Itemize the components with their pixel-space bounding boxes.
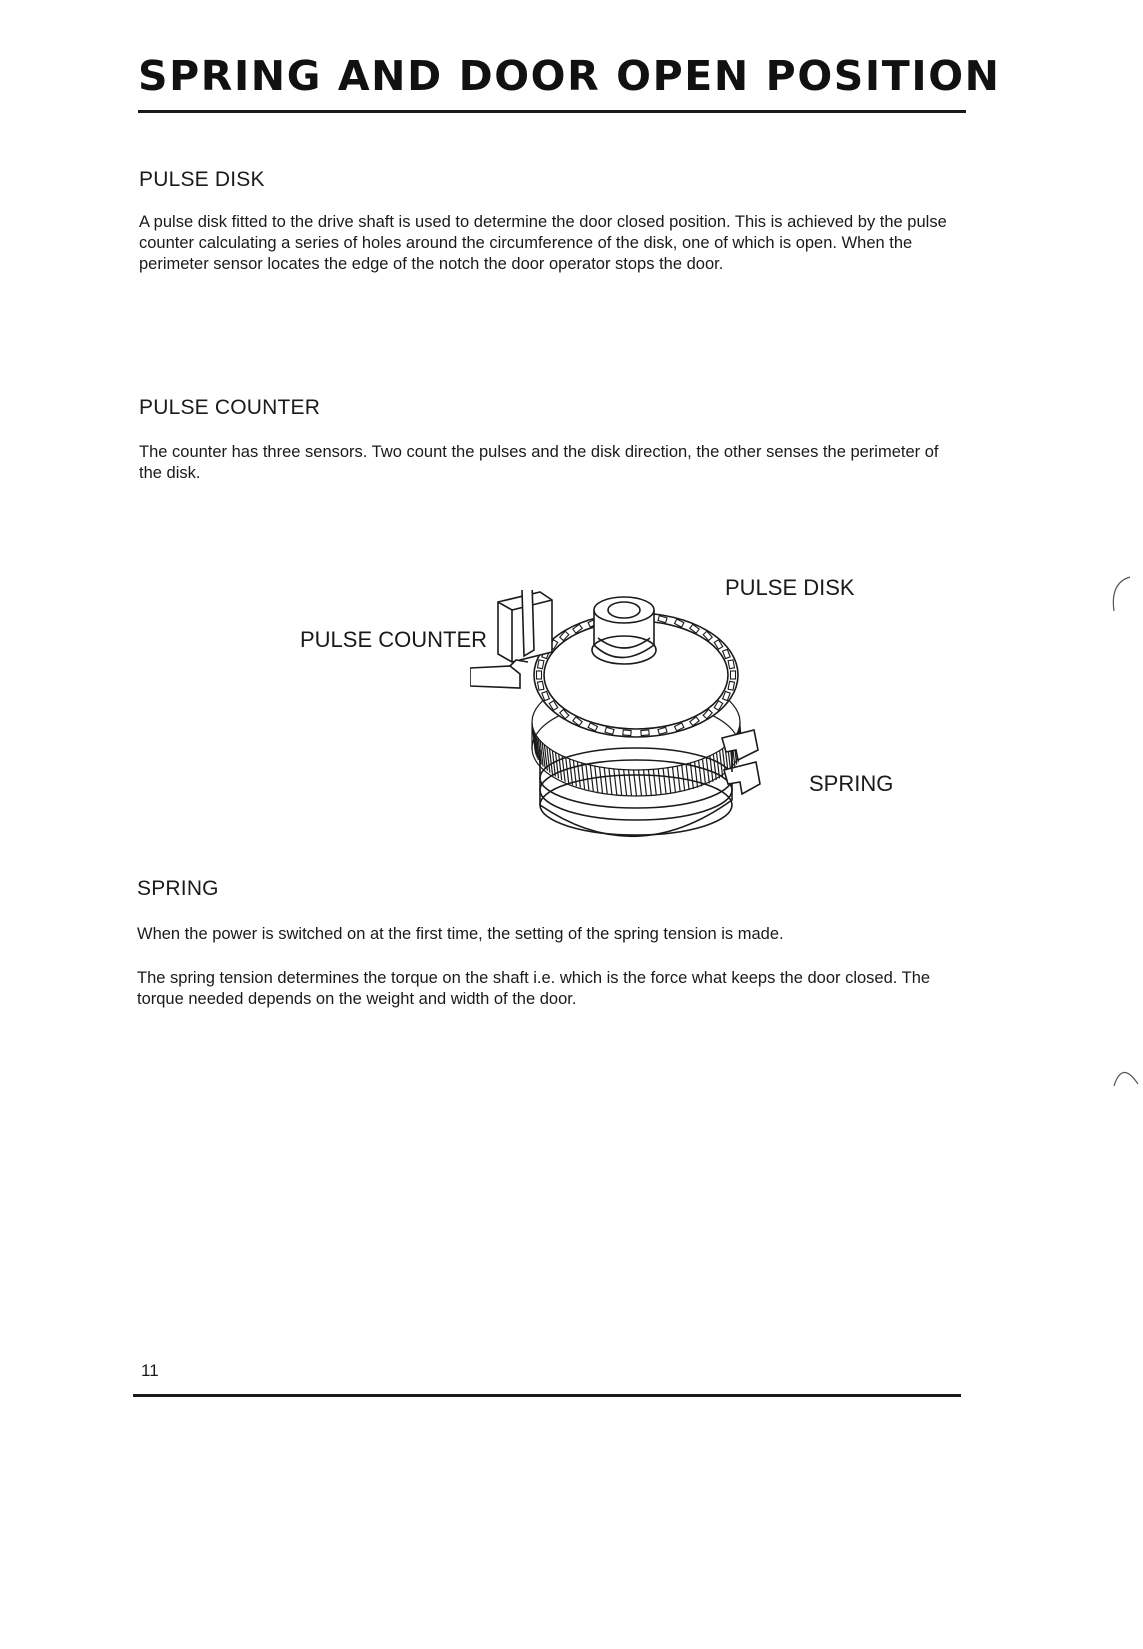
gear-tooth bbox=[619, 769, 622, 795]
footer-rule bbox=[133, 1394, 961, 1397]
gear-tooth bbox=[556, 752, 559, 778]
gear-tooth bbox=[595, 766, 598, 792]
gear-tooth bbox=[668, 768, 671, 794]
gear-tooth bbox=[600, 767, 603, 793]
gear-tooth bbox=[609, 768, 612, 794]
gear-tooth bbox=[586, 764, 589, 790]
spring-clip bbox=[722, 730, 760, 794]
gear-tooth bbox=[686, 764, 689, 790]
spring-paragraph-2: The spring tension determines the torque on the shaft i.e. which is the force what keeps the door closed. The torque needed depends on the weight and width of the door. bbox=[137, 969, 931, 1008]
gear-tooth bbox=[648, 770, 651, 796]
gear-tooth bbox=[566, 757, 569, 783]
figure-label-pulse-counter: PULSE COUNTER bbox=[300, 627, 488, 652]
figure-label-pulse-disk: PULSE DISK bbox=[725, 575, 855, 600]
gear-tooth bbox=[639, 770, 642, 796]
title-rule bbox=[138, 110, 966, 113]
gear-tooth bbox=[634, 770, 637, 796]
gear-tooth bbox=[673, 767, 676, 793]
pulse-counter-heading: PULSE COUNTER bbox=[139, 396, 321, 419]
gear-tooth bbox=[570, 759, 573, 785]
gear-tooth bbox=[703, 759, 706, 785]
gear-tooth bbox=[629, 770, 632, 796]
gear-tooth bbox=[695, 762, 698, 788]
gear-tooth bbox=[644, 770, 647, 796]
scan-mark-top bbox=[1108, 575, 1132, 615]
gear-tooth bbox=[562, 756, 565, 782]
scan-mark-bottom bbox=[1112, 1060, 1140, 1090]
gear-tooth bbox=[604, 768, 607, 794]
gear-tooth bbox=[624, 770, 627, 796]
gear-tooth bbox=[663, 768, 666, 794]
pulse-disk-paragraph: A pulse disk fitted to the drive shaft is used to determine the door closed position. This is achieved by the pulse counter calculating a series of holes around the circumference of the disk, one of which is open. When the perimeter sensor locates the edge of the notch the door operator stops the door. bbox=[139, 213, 947, 273]
page-number: 11 bbox=[141, 1361, 159, 1380]
spring-paragraph-1: When the power is switched on at the first time, the setting of the spring tension is made. bbox=[137, 925, 784, 943]
gear-tooth bbox=[559, 754, 562, 780]
gear-tooth bbox=[677, 766, 680, 792]
pulse-disk-spring-illustration bbox=[470, 590, 790, 870]
gear-tooth bbox=[690, 763, 693, 789]
gear-tooth bbox=[614, 769, 617, 795]
gear-tooth bbox=[658, 769, 661, 795]
page-title: SPRING AND DOOR OPEN POSITION bbox=[138, 52, 1001, 100]
gear-tooth bbox=[713, 754, 716, 780]
gear-tooth bbox=[653, 769, 656, 795]
gear-tooth bbox=[582, 763, 585, 789]
spring-heading: SPRING bbox=[137, 877, 219, 900]
pulse-counter-paragraph: The counter has three sensors. Two count the pulses and the disk direction, the other senses the perimeter of the disk. bbox=[139, 443, 939, 482]
figure-label-spring: SPRING bbox=[809, 771, 894, 796]
pulse-disk-heading: PULSE DISK bbox=[139, 168, 265, 191]
